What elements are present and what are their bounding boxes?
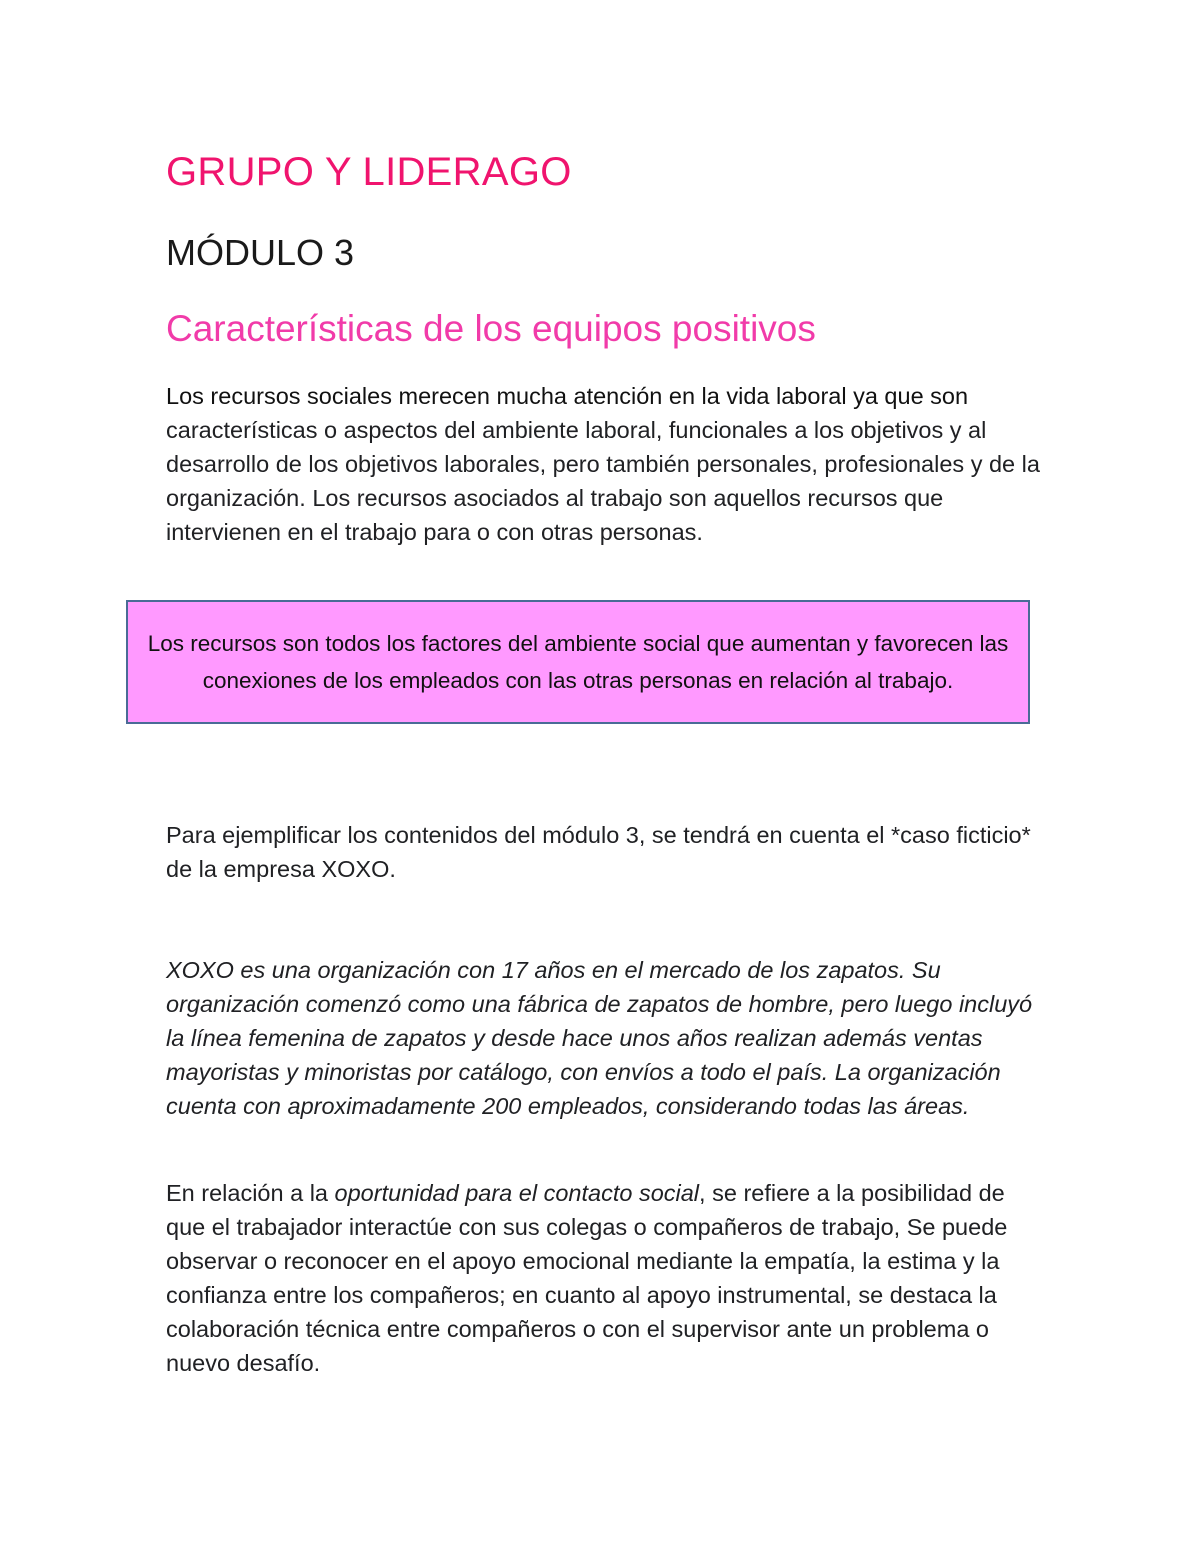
social-contact-before: En relación a la [166, 1180, 335, 1206]
case-description-paragraph: XOXO es una organización con 17 años en el mercado de los zapatos. Su organización comenzó como una fábrica de zapatos de hombre, pero luego incluyó la línea femenina de zapatos y desde hace unos años realizan además ventas mayoristas y minoristas por catálogo, con envíos a todo el país. La organización cuenta con aproximadamente 200 empleados, considerando todas las áreas. [166, 957, 1033, 1119]
intro-paragraph [166, 379, 1046, 549]
document-title: GRUPO Y LIDERAGO [166, 150, 572, 194]
social-contact-paragraph [166, 1176, 1046, 1380]
social-contact-emphasis: oportunidad para el contacto social [334, 1180, 700, 1206]
example-intro-paragraph: Para ejemplificar los contenidos del módulo 3, se tendrá en cuenta el *caso ficticio* de la empresa XOXO. [166, 822, 1031, 882]
section-heading: Características de los equipos positivos [166, 308, 816, 349]
callout-text: Los recursos son todos los factores del ambiente social que aumentan y favorecen las conexiones de los empleados con las otras personas en relación al trabajo. [147, 631, 1009, 693]
callout-box [126, 600, 1030, 724]
intro-paragraph-lead: Los recursos sociales merecen mucha atención en la vida laboral ya que son [166, 383, 969, 409]
intro-paragraph-rest: características o aspectos del ambiente laboral, funcionales a los objetivos y al desarrollo de los objetivos laborales, pero también personales, profesionales y de la organización. Los recursos asociados al trabajo son aquellos recursos que intervienen en el trabajo para o con otras personas. [166, 417, 1040, 545]
social-contact-after: , se refiere a la posibilidad de que el trabajador interactúe con sus colegas o compañeros de trabajo, Se puede observar o reconocer en el apoyo emocional mediante la empatía, la estima y la confianza entre los compañeros; en cuanto al apoyo instrumental, se destaca la colaboración técnica entre compañeros o con el supervisor ante un problema o nuevo desafío. [166, 1180, 1008, 1376]
module-heading: MÓDULO 3 [166, 232, 355, 273]
